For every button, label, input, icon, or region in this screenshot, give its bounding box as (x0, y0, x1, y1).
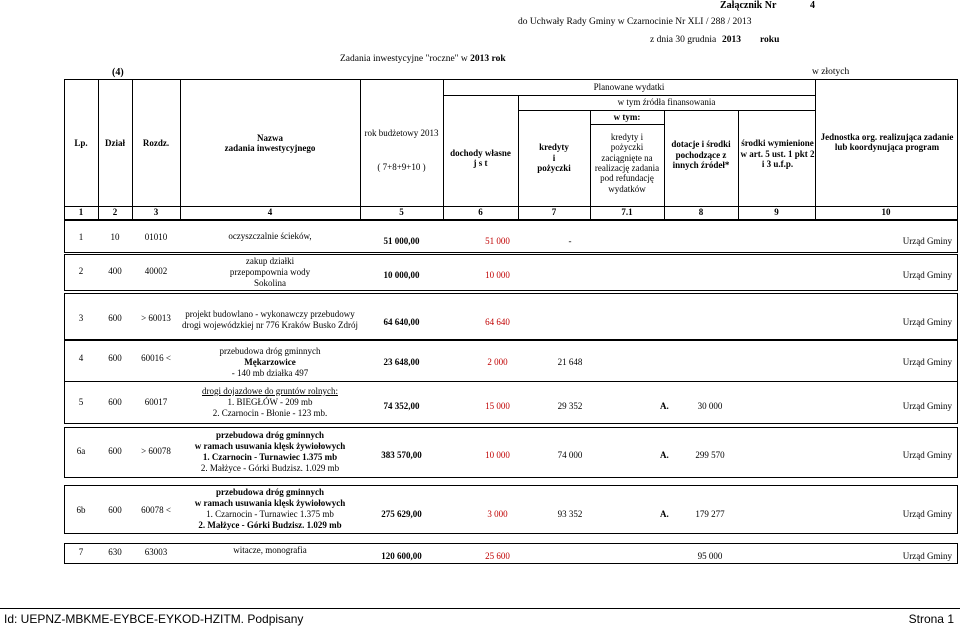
row-bottom-border (64, 290, 958, 291)
row-lp: 6b (76, 505, 86, 515)
row-kredyty: 2 000 (487, 357, 508, 367)
row-lp: 3 (78, 313, 84, 323)
row-dzial: 600 (108, 446, 122, 456)
row-rok-total: 383 570,00 (381, 450, 422, 460)
row-right-border (957, 293, 958, 339)
row-top-border (64, 485, 958, 486)
resolution-line: do Uchwały Rady Gminy w Czarnocinie Nr XLI / 288 / 2013 (518, 17, 752, 27)
row-name-line: 1. BIEGŁÓW - 209 mb (227, 396, 313, 407)
row-dotacje: 74 000 (557, 450, 583, 460)
row-jednostka: Urząd Gminy (902, 270, 952, 280)
row-rozdz: 63003 (144, 547, 168, 557)
row-kredyty: 3 000 (487, 509, 508, 519)
row-dzial: 630 (108, 547, 122, 557)
row-kredyty: 10 000 (485, 270, 510, 280)
row-rozdz: 60017 (144, 397, 168, 407)
row-top-border (64, 340, 958, 341)
colnum-10: 10 (881, 207, 891, 218)
row-dotacje: 21 648 (557, 357, 583, 367)
row-srodki: 299 570 (695, 450, 725, 460)
row-rok-total: 275 629,00 (381, 509, 422, 519)
row-dzial: 400 (108, 266, 122, 276)
colnum-2: 2 (112, 207, 118, 218)
row-name-line: przebudowa dróg gminnych (219, 346, 321, 356)
col-dzial: Dział (105, 137, 125, 148)
row-jednostka: Urząd Gminy (902, 509, 952, 519)
row-name-line: - 140 mb działka 497 (231, 368, 309, 378)
row-kredyty: 64 640 (485, 317, 510, 327)
col-kredyty-refundacja: kredyty i pożyczki zaciągnięte na realizację zadania pod refundację wydatków (594, 131, 660, 194)
row-kredyty: 15 000 (485, 401, 510, 411)
col-jednostka: Jednostka org. realizująca zadanie lub koordynująca program (820, 131, 954, 152)
row-rok-total: 64 640,00 (383, 317, 420, 327)
colnum-8: 8 (698, 207, 704, 218)
colnum-5: 5 (399, 207, 404, 218)
row-right-border (957, 220, 958, 252)
row-name-line: drogi dojazdowe do gruntów rolnych: (202, 385, 338, 396)
table-number: (4) (112, 67, 124, 78)
row-name-line: przebudowa dróg gminnych (215, 430, 324, 440)
row-srodki-prefix: A. (660, 450, 669, 460)
colnum-7-1: 7.1 (621, 207, 633, 218)
row-top-border (64, 293, 958, 294)
row-top-border (64, 220, 958, 221)
row-name-line: oczyszczalnie ścieków, (228, 230, 312, 241)
row-srodki: 30 000 (697, 401, 723, 411)
row-lp: 7 (78, 547, 84, 557)
row-srodki: 95 000 (697, 551, 723, 561)
row-name-line: zakup działki (245, 255, 295, 266)
row-name-line: 2. Czarnocin - Błonie - 123 mb. (212, 407, 328, 418)
col-zrodla: w tym źródła finansowania (617, 97, 716, 108)
row-lp: 5 (78, 397, 84, 407)
colnum-9: 9 (774, 207, 779, 218)
col-dochody: dochody własne j s t (450, 147, 511, 168)
row-rok-total: 120 600,00 (381, 551, 422, 561)
attachment-label: Załącznik Nr (720, 0, 777, 11)
row-name-line: 1. Czarnocin - Turnawiec 1.375 mb (206, 509, 334, 519)
row-right-border (957, 543, 958, 563)
col-rozdz: Rozdz. (142, 137, 170, 148)
colnum-1: 1 (78, 207, 84, 218)
row-top-border (64, 381, 958, 382)
col-planowane: Planowane wydatki (593, 81, 665, 92)
col-srodki: środki wymienione w art. 5 ust. 1 pkt 2 i 3 u.f.p. (740, 138, 815, 170)
row-jednostka: Urząd Gminy (902, 317, 952, 327)
row-kredyty: 10 000 (485, 450, 510, 460)
colnum-6: 6 (478, 207, 483, 218)
row-right-border (957, 340, 958, 381)
col-dotacje: dotacje i środki pochodzące z innych źródeł* (671, 139, 731, 171)
row-bottom-border (64, 252, 958, 253)
document-title: Zadania inwestycyjne "roczne" w 2013 rok (340, 54, 506, 64)
footer-rule (0, 608, 960, 609)
row-name-line: przepompownia wody (229, 266, 311, 277)
row-srodki-prefix: A. (660, 401, 669, 411)
date-prefix: z dnia 30 grudnia (650, 35, 717, 45)
row-jednostka: Urząd Gminy (902, 551, 952, 561)
row-dotacje: 93 352 (557, 509, 583, 519)
row-rozdz: 01010 (144, 232, 168, 242)
row-dzial: 10 (110, 232, 120, 242)
row-rok-total: 74 352,00 (383, 401, 420, 411)
row-kredyty: 51 000 (485, 236, 510, 246)
row-bottom-border (64, 563, 958, 564)
row-bottom-border (64, 533, 958, 534)
row-lp: 2 (78, 266, 84, 276)
row-srodki-prefix: A. (660, 509, 669, 519)
date-year: 2013 (722, 35, 741, 45)
row-rok-total: 23 648,00 (383, 357, 420, 367)
row-dzial: 600 (108, 353, 122, 363)
row-name-line: Sokolina (253, 277, 286, 288)
row-srodki: 179 277 (695, 509, 725, 519)
row-name-line: 1. Czarnocin - Turnawiec 1.375 mb (202, 452, 338, 462)
row-name-line: w ramach usuwania klęsk żywiołowych (194, 498, 346, 508)
row-name-line: Mękarzowice (244, 357, 296, 367)
col-wtym: w tym: (613, 111, 641, 122)
row-kredyty: 25 600 (485, 551, 510, 561)
row-dzial: 600 (108, 313, 122, 323)
row-right-border (957, 254, 958, 290)
row-bottom-border (64, 423, 958, 424)
colnum-3: 3 (153, 207, 159, 218)
col-lp: Lp. (74, 137, 88, 148)
row-lp: 6a (76, 446, 86, 456)
row-jednostka: Urząd Gminy (902, 401, 952, 411)
row-rok-total: 51 000,00 (383, 236, 420, 246)
col-rok: rok budżetowy 2013 ( 7+8+9+10 ) (364, 128, 439, 172)
col-kredyty: kredyty i pożyczki (537, 142, 571, 174)
row-right-border (957, 381, 958, 423)
row-rozdz: > 60013 (141, 313, 171, 323)
row-name-line: drogi wojewódzkiej nr 776 Kraków Busko Zdrój (182, 320, 358, 330)
row-rozdz: > 60078 (141, 446, 171, 456)
row-name-line: projekt budowlano - wykonawczy przebudowy (185, 309, 355, 319)
row-jednostka: Urząd Gminy (902, 236, 952, 246)
row-name-line: przebudowa dróg gminnych (215, 487, 324, 497)
row-rozdz: 60016 < (141, 353, 171, 363)
row-jednostka: Urząd Gminy (902, 450, 952, 460)
row-lp: 4 (78, 353, 84, 363)
row-dzial: 600 (108, 397, 122, 407)
row-lp: 1 (78, 232, 84, 242)
row-jednostka: Urząd Gminy (902, 357, 952, 367)
row-right-border (957, 427, 958, 477)
footer-id: Id: UEPNZ-MBKME-EYBCE-EYKOD-HZITM. Podpisany (4, 612, 304, 626)
colnum-7: 7 (551, 207, 557, 218)
row-dzial: 600 (108, 505, 122, 515)
row-right-border (957, 485, 958, 533)
footer-page: Strona 1 (908, 612, 954, 626)
colnum-4: 4 (267, 207, 273, 218)
row-top-border (64, 427, 958, 428)
row-name-line: w ramach usuwania klęsk żywiołowych (194, 441, 346, 451)
attachment-number: 4 (810, 0, 815, 11)
row-rok-total: 10 000,00 (383, 270, 420, 280)
col-nazwa: Nazwa zadania inwestycyjnego (224, 132, 316, 153)
row-name-line: 2. Małżyce - Górki Budzisz. 1.029 mb (200, 463, 340, 473)
date-suffix: roku (760, 35, 780, 45)
row-rozdz: 60078 < (141, 505, 171, 515)
units-label: w złotych (812, 67, 850, 77)
row-dotacje: - (568, 236, 572, 246)
row-name-line: 2. Małżyce - Górki Budzisz. 1.029 mb (198, 520, 342, 530)
row-name-line: witacze, monografia (233, 544, 307, 555)
row-rozdz: 40002 (144, 266, 168, 276)
row-dotacje: 29 352 (557, 401, 583, 411)
row-bottom-border (64, 477, 958, 478)
